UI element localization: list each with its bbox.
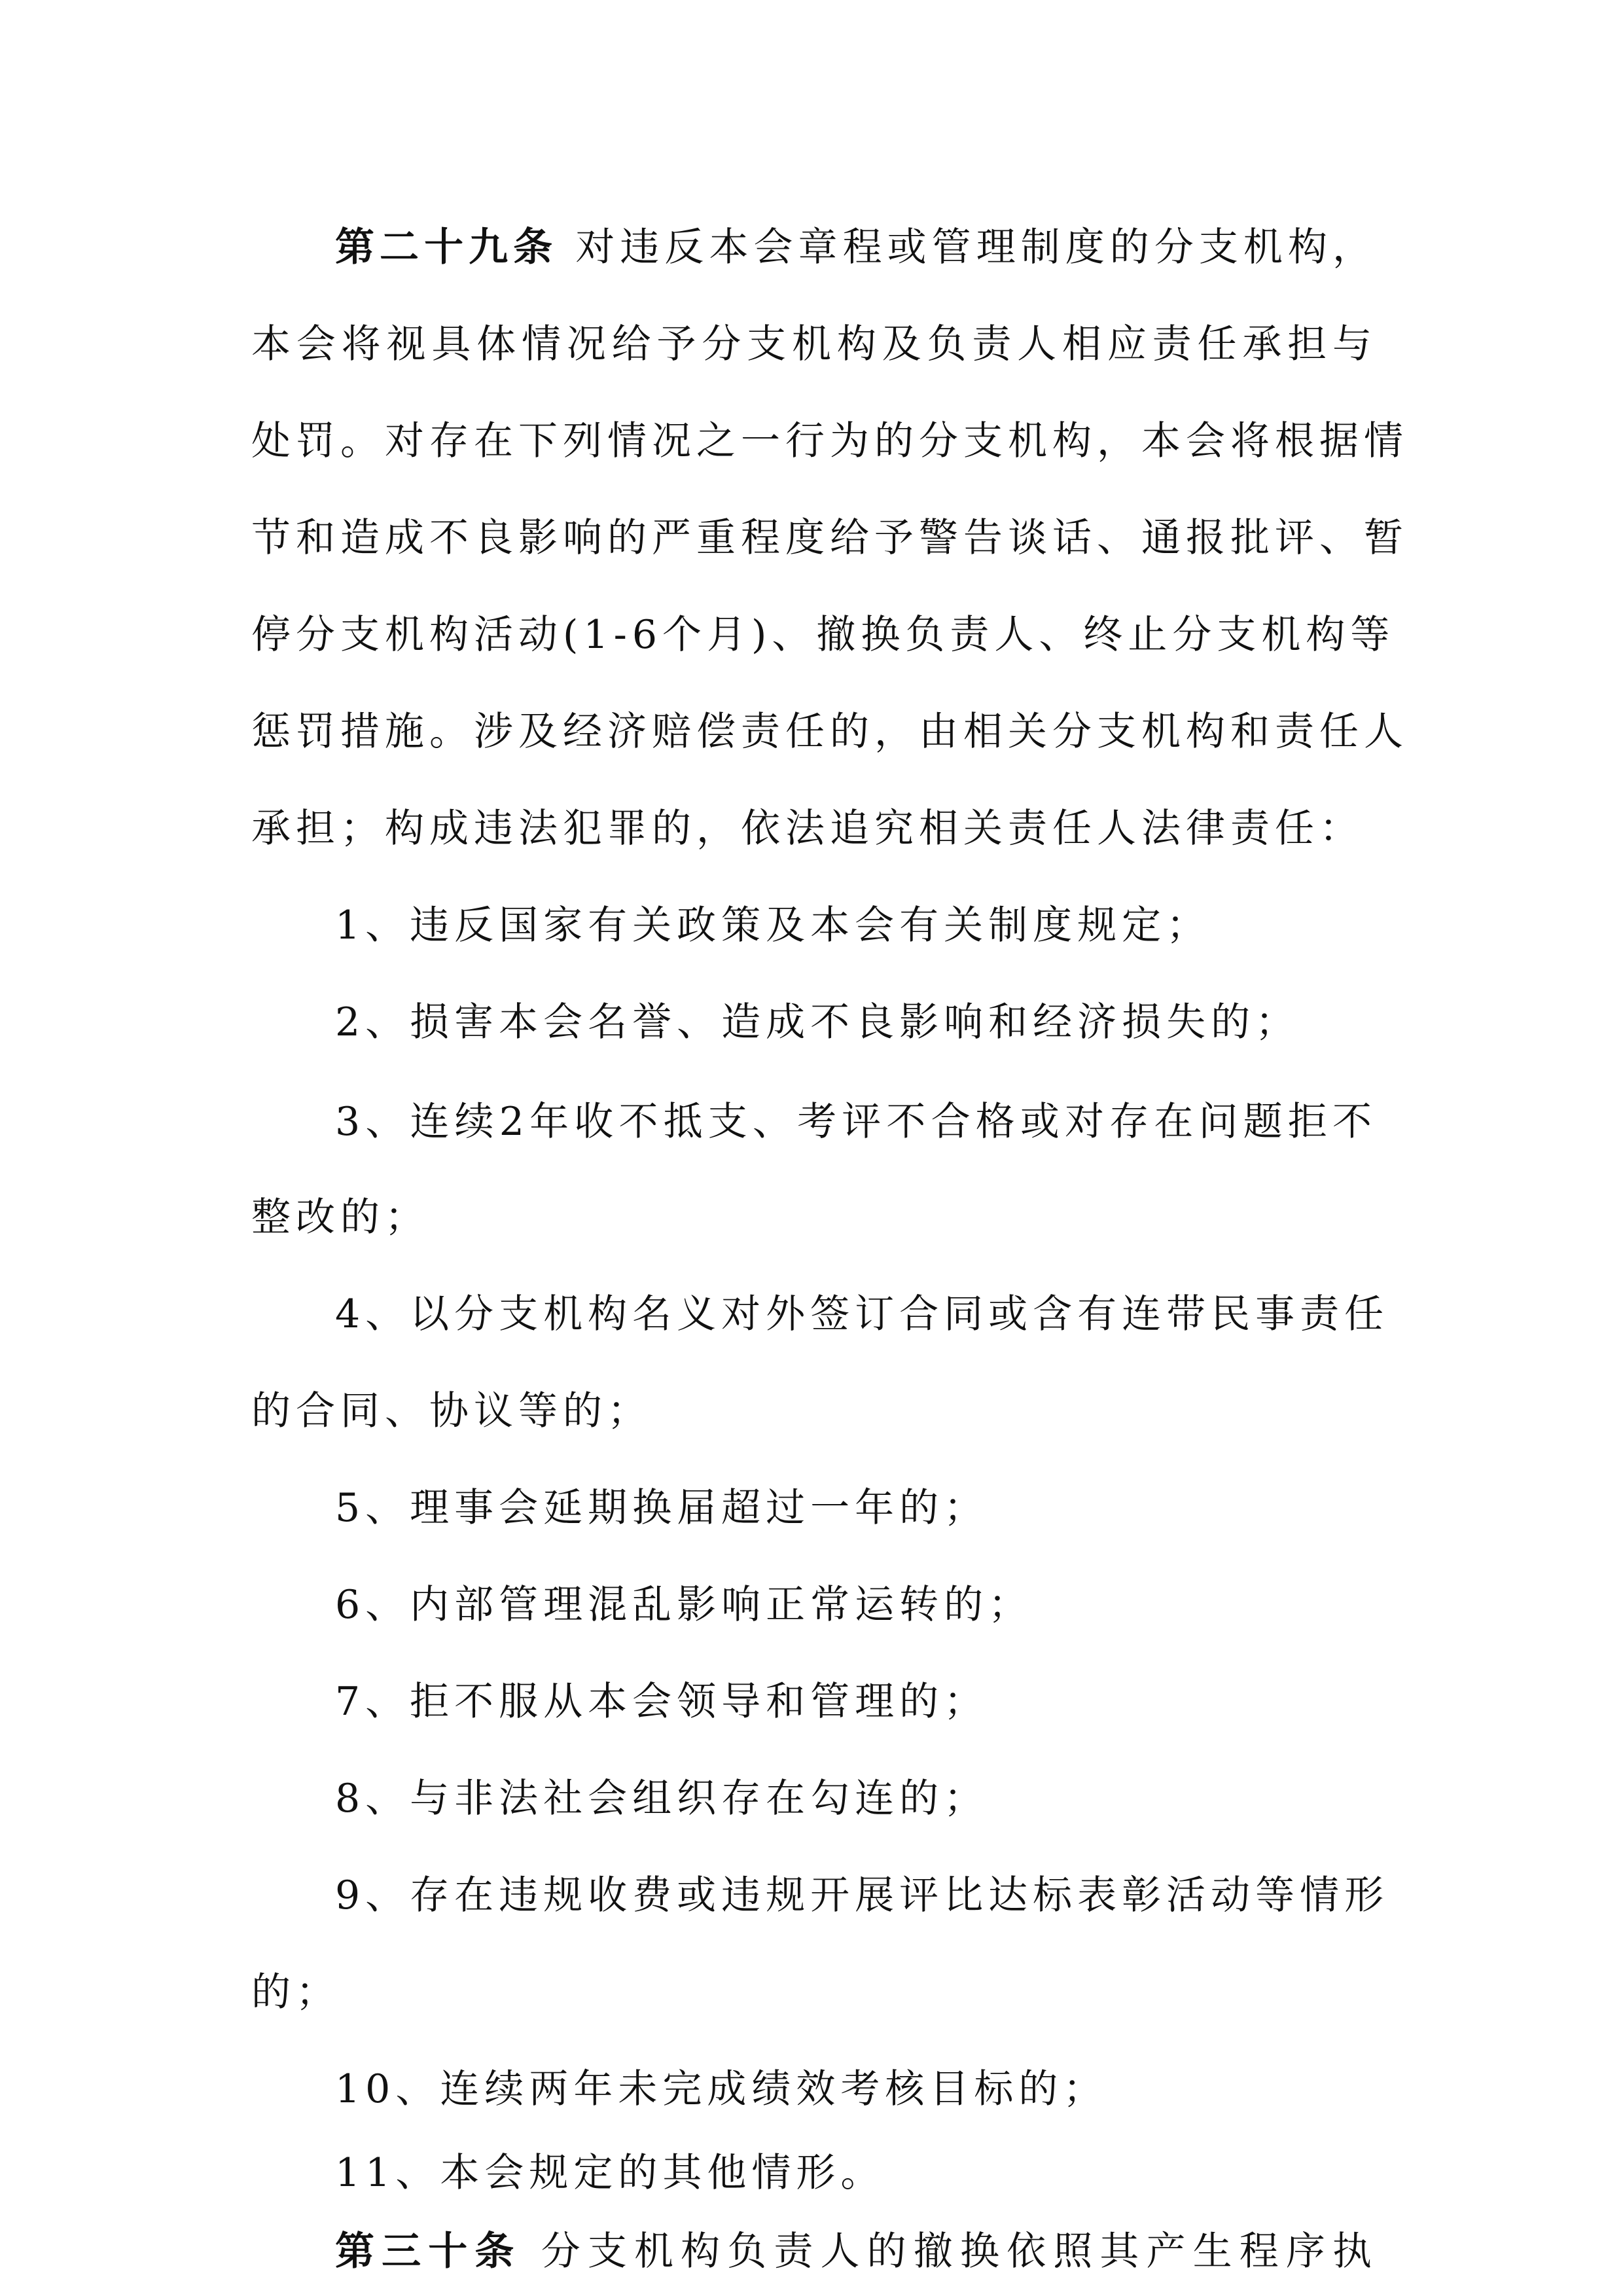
list-item-3: 3、连续2年收不抵支、考评不合格或对存在问题拒不 xyxy=(335,1099,1377,1145)
article-29-line-2: 本会将视具体情况给予分支机构及负责人相应责任承担与 xyxy=(251,321,1377,367)
list-item-7: 7、拒不服从本会领导和管理的； xyxy=(335,1679,989,1725)
list-item-4: 4、以分支机构名义对外签订合同或含有连带民事责任 xyxy=(335,1291,1389,1337)
article-29-first-line xyxy=(335,224,1378,270)
article-30-line-1: 分支机构负责人的撤换依照其产生程序执 xyxy=(541,2229,1378,2274)
article-29-heading: 第二十九条 xyxy=(335,224,558,270)
list-item-5: 5、理事会延期换届超过一年的； xyxy=(335,1485,989,1531)
list-item-3-continuation: 整改的； xyxy=(251,1194,429,1240)
list-item-6: 6、内部管理混乱影响正常运转的； xyxy=(335,1582,1033,1628)
list-item-1: 1、违反国家有关政策及本会有关制度规定； xyxy=(335,903,1211,948)
list-item-4-continuation: 的合同、协议等的； xyxy=(251,1388,652,1434)
list-item-11: 11、本会规定的其他情形。 xyxy=(335,2150,885,2196)
article-30-first-line xyxy=(335,2229,1378,2274)
article-29-line-4: 节和造成不良影响的严重程度给予警告谈话、通报批评、暂 xyxy=(251,515,1408,561)
article-29-line-3: 处罚。对存在下列情况之一行为的分支机构，本会将根据情 xyxy=(251,418,1408,464)
article-29-line-1: 对违反本会章程或管理制度的分支机构， xyxy=(575,224,1378,270)
list-item-8: 8、与非法社会组织存在勾连的； xyxy=(335,1776,989,1821)
list-item-2: 2、损害本会名誉、造成不良影响和经济损失的； xyxy=(335,999,1300,1045)
article-29-line-7: 承担；构成违法犯罪的，依法追究相关责任人法律责任： xyxy=(251,806,1364,852)
list-item-9-continuation: 的； xyxy=(251,1969,340,2015)
article-30-heading: 第三十条 xyxy=(335,2229,522,2274)
list-item-10: 10、连续两年未完成绩效考核目标的； xyxy=(335,2066,1108,2112)
article-29-line-5: 停分支机构活动(1-6个月)、撤换负责人、终止分支机构等 xyxy=(251,612,1395,658)
list-item-9: 9、存在违规收费或违规开展评比达标表彰活动等情形 xyxy=(335,1873,1389,1918)
article-29-line-6: 惩罚措施。涉及经济赔偿责任的，由相关分支机构和责任人 xyxy=(251,709,1408,755)
